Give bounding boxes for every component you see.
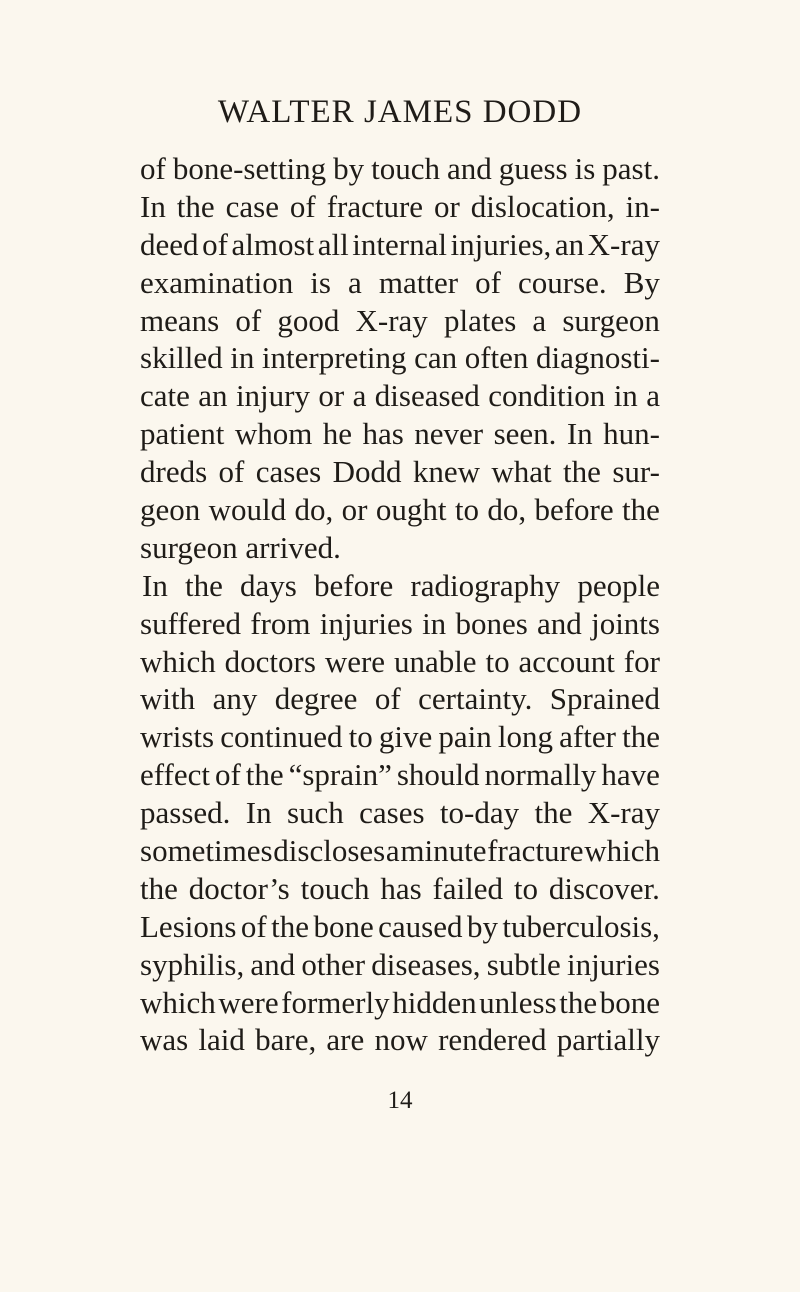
- word: passed.: [140, 795, 231, 831]
- word: the: [559, 984, 598, 1020]
- word: X-ray: [587, 226, 660, 262]
- word: subtle: [486, 946, 561, 982]
- word: whom: [234, 416, 313, 452]
- word: caused: [378, 908, 463, 944]
- word: radiography: [410, 567, 561, 603]
- word: which: [140, 643, 216, 679]
- word: now: [374, 1022, 428, 1058]
- word: after: [559, 719, 616, 755]
- word: and: [537, 605, 582, 641]
- word: to-day: [439, 795, 520, 831]
- word: before: [534, 492, 614, 528]
- word: continued: [220, 719, 343, 755]
- running-head: WALTER JAMES DODD: [217, 94, 583, 130]
- word: have: [601, 757, 660, 793]
- word: dreds: [140, 454, 208, 490]
- word: before: [314, 567, 394, 603]
- text-line: [140, 832, 660, 870]
- word: of: [235, 302, 262, 338]
- word: fracture: [487, 833, 584, 869]
- word: do,: [487, 492, 527, 528]
- word: injuries,: [450, 226, 552, 262]
- text-line: surgeon arrived.: [140, 529, 341, 565]
- word: he: [322, 416, 353, 452]
- word: syphilis,: [140, 946, 245, 982]
- word: bone-setting: [172, 151, 327, 186]
- word: or: [434, 188, 460, 224]
- word: diseases,: [371, 946, 481, 982]
- word: course.: [518, 264, 607, 300]
- word: a: [532, 302, 547, 338]
- word: the: [563, 454, 601, 490]
- text-line: [140, 226, 660, 264]
- word: a: [348, 264, 362, 300]
- word: patient: [140, 416, 225, 452]
- word: bone: [313, 908, 374, 944]
- word: of: [140, 151, 166, 186]
- word: has: [362, 416, 404, 452]
- word: doctor’s: [188, 870, 290, 906]
- word: guess: [498, 151, 568, 186]
- word: geon: [140, 492, 201, 528]
- word: laid: [198, 1022, 245, 1058]
- word: formerly: [281, 984, 390, 1020]
- word: in-: [625, 188, 660, 224]
- word: were: [218, 984, 279, 1020]
- word: interpreting: [261, 340, 407, 376]
- word: do,: [294, 492, 334, 528]
- text-line: [140, 794, 660, 832]
- word: internal: [352, 226, 447, 262]
- word: In: [245, 795, 272, 831]
- text-line: [140, 567, 660, 605]
- word: the: [245, 757, 284, 793]
- word: joints: [591, 605, 660, 641]
- word: By: [623, 264, 660, 300]
- word: In: [140, 188, 166, 224]
- page-number: 14: [387, 1087, 413, 1114]
- word: hun-: [603, 416, 660, 452]
- word: in: [230, 340, 255, 376]
- word: for: [623, 643, 660, 679]
- word: examination: [140, 264, 294, 300]
- text-line: [140, 415, 660, 453]
- word: is: [310, 264, 331, 300]
- word: were: [324, 643, 386, 679]
- word: all: [317, 226, 349, 262]
- text-line: [140, 1021, 660, 1059]
- word: any: [212, 681, 258, 717]
- word: and: [446, 151, 492, 186]
- paragraph-2: [140, 567, 660, 1060]
- word: by: [333, 151, 365, 186]
- word: the: [185, 567, 223, 603]
- word: dislocation,: [470, 188, 615, 224]
- word: of: [475, 264, 501, 300]
- word: fracture: [326, 188, 424, 224]
- word: an: [554, 226, 585, 262]
- word: which: [584, 833, 660, 869]
- text-line: [140, 150, 660, 188]
- word: injury: [235, 378, 310, 414]
- word: injuries: [319, 605, 413, 641]
- word: “sprain”: [288, 757, 392, 793]
- word: often: [464, 340, 529, 376]
- word: sur-: [612, 454, 660, 490]
- text-line: [140, 377, 660, 415]
- word: matter: [378, 264, 459, 300]
- word: pain: [438, 719, 492, 755]
- text-line: [140, 302, 660, 340]
- text-line: [140, 680, 660, 718]
- word: certainty.: [418, 681, 533, 717]
- word: unless: [479, 984, 557, 1020]
- word: discover.: [548, 870, 660, 906]
- word: is: [574, 151, 596, 186]
- text-line: [140, 264, 660, 302]
- text-line: [140, 946, 660, 984]
- text-line: [140, 491, 660, 529]
- text-line: [140, 339, 660, 377]
- word: or: [341, 492, 368, 528]
- word: an: [198, 378, 228, 414]
- word: Sprained: [549, 681, 660, 717]
- word: bone: [599, 984, 660, 1020]
- word: a: [352, 378, 367, 414]
- word: doctors: [224, 643, 316, 679]
- word: or: [318, 378, 345, 414]
- word: unable: [393, 643, 477, 679]
- word: other: [301, 946, 366, 982]
- word: bones: [455, 605, 528, 641]
- word: to: [485, 643, 510, 679]
- text-line: [140, 188, 660, 226]
- word: past.: [602, 151, 660, 186]
- word: plates: [443, 302, 517, 338]
- word: injuries: [566, 946, 660, 982]
- word: and: [250, 946, 296, 982]
- word: cases: [359, 795, 425, 831]
- word: almost: [231, 226, 315, 262]
- word: can: [414, 340, 458, 376]
- word: in: [422, 605, 447, 641]
- word: diagnosti-: [535, 340, 660, 376]
- word: failed: [432, 870, 504, 906]
- word: days: [240, 567, 297, 603]
- word: discloses: [273, 833, 386, 869]
- text-line: [140, 870, 660, 908]
- word: people: [577, 567, 660, 603]
- word: bare,: [255, 1022, 317, 1058]
- word: of: [374, 681, 401, 717]
- word: of: [202, 226, 228, 262]
- word: knew: [412, 454, 480, 490]
- word: of: [214, 757, 241, 793]
- word: ought: [375, 492, 447, 528]
- word: In: [566, 416, 593, 452]
- word: to: [348, 719, 373, 755]
- word: tuberculosis,: [502, 908, 660, 944]
- word: of: [240, 908, 267, 944]
- body-text: [140, 150, 660, 1059]
- word: sometimes: [140, 833, 273, 869]
- word: hidden: [392, 984, 477, 1020]
- word: Lesions: [140, 908, 237, 944]
- word: give: [378, 719, 433, 755]
- word: should: [396, 757, 480, 793]
- word: the: [176, 188, 215, 224]
- word: degree: [274, 681, 358, 717]
- word: of: [218, 454, 245, 490]
- word: skilled: [140, 340, 223, 376]
- word: from: [250, 605, 311, 641]
- word: suffered: [140, 605, 241, 641]
- word: was: [140, 1022, 189, 1058]
- word: the: [622, 492, 660, 528]
- word: touch: [371, 151, 440, 186]
- word: to: [513, 870, 539, 906]
- word: normally: [484, 757, 597, 793]
- word: account: [518, 643, 615, 679]
- word: a: [385, 833, 400, 869]
- word: the: [622, 719, 660, 755]
- word: with: [140, 681, 196, 717]
- word: a: [646, 378, 660, 414]
- word: which: [140, 984, 216, 1020]
- word: cases: [255, 454, 322, 490]
- word: means: [140, 302, 220, 338]
- word: would: [208, 492, 287, 528]
- word: case: [225, 188, 279, 224]
- paragraph-1: [140, 150, 660, 567]
- word: are: [326, 1022, 365, 1058]
- word: long: [497, 719, 554, 755]
- text-line: [140, 605, 660, 643]
- word: such: [286, 795, 344, 831]
- word: condition: [488, 378, 606, 414]
- word: seen.: [493, 416, 557, 452]
- word: never: [414, 416, 484, 452]
- word: partially: [556, 1022, 660, 1058]
- text-line: [140, 643, 660, 681]
- word: good: [277, 302, 340, 338]
- word: minute: [400, 833, 487, 869]
- word: effect: [140, 757, 210, 793]
- word: of: [289, 188, 316, 224]
- word: in: [613, 378, 638, 414]
- word: has: [380, 870, 422, 906]
- word: rendered: [438, 1022, 547, 1058]
- word: cate: [140, 378, 190, 414]
- word: the: [271, 908, 310, 944]
- word: In: [142, 567, 168, 603]
- word: X-ray: [587, 795, 660, 831]
- text-line: [140, 984, 660, 1022]
- word: touch: [300, 870, 370, 906]
- word: Dodd: [332, 454, 402, 490]
- text-line: [140, 756, 660, 794]
- word: surgeon: [562, 302, 660, 338]
- text-line: [140, 718, 660, 756]
- word: by: [466, 908, 498, 944]
- word: the: [140, 870, 178, 906]
- word: deed: [140, 226, 199, 262]
- text-line: [140, 453, 660, 491]
- word: what: [491, 454, 552, 490]
- word: the: [534, 795, 573, 831]
- word: to: [454, 492, 479, 528]
- word: X-ray: [355, 302, 428, 338]
- word: diseased: [374, 378, 480, 414]
- word: wrists: [140, 719, 215, 755]
- text-line: [140, 908, 660, 946]
